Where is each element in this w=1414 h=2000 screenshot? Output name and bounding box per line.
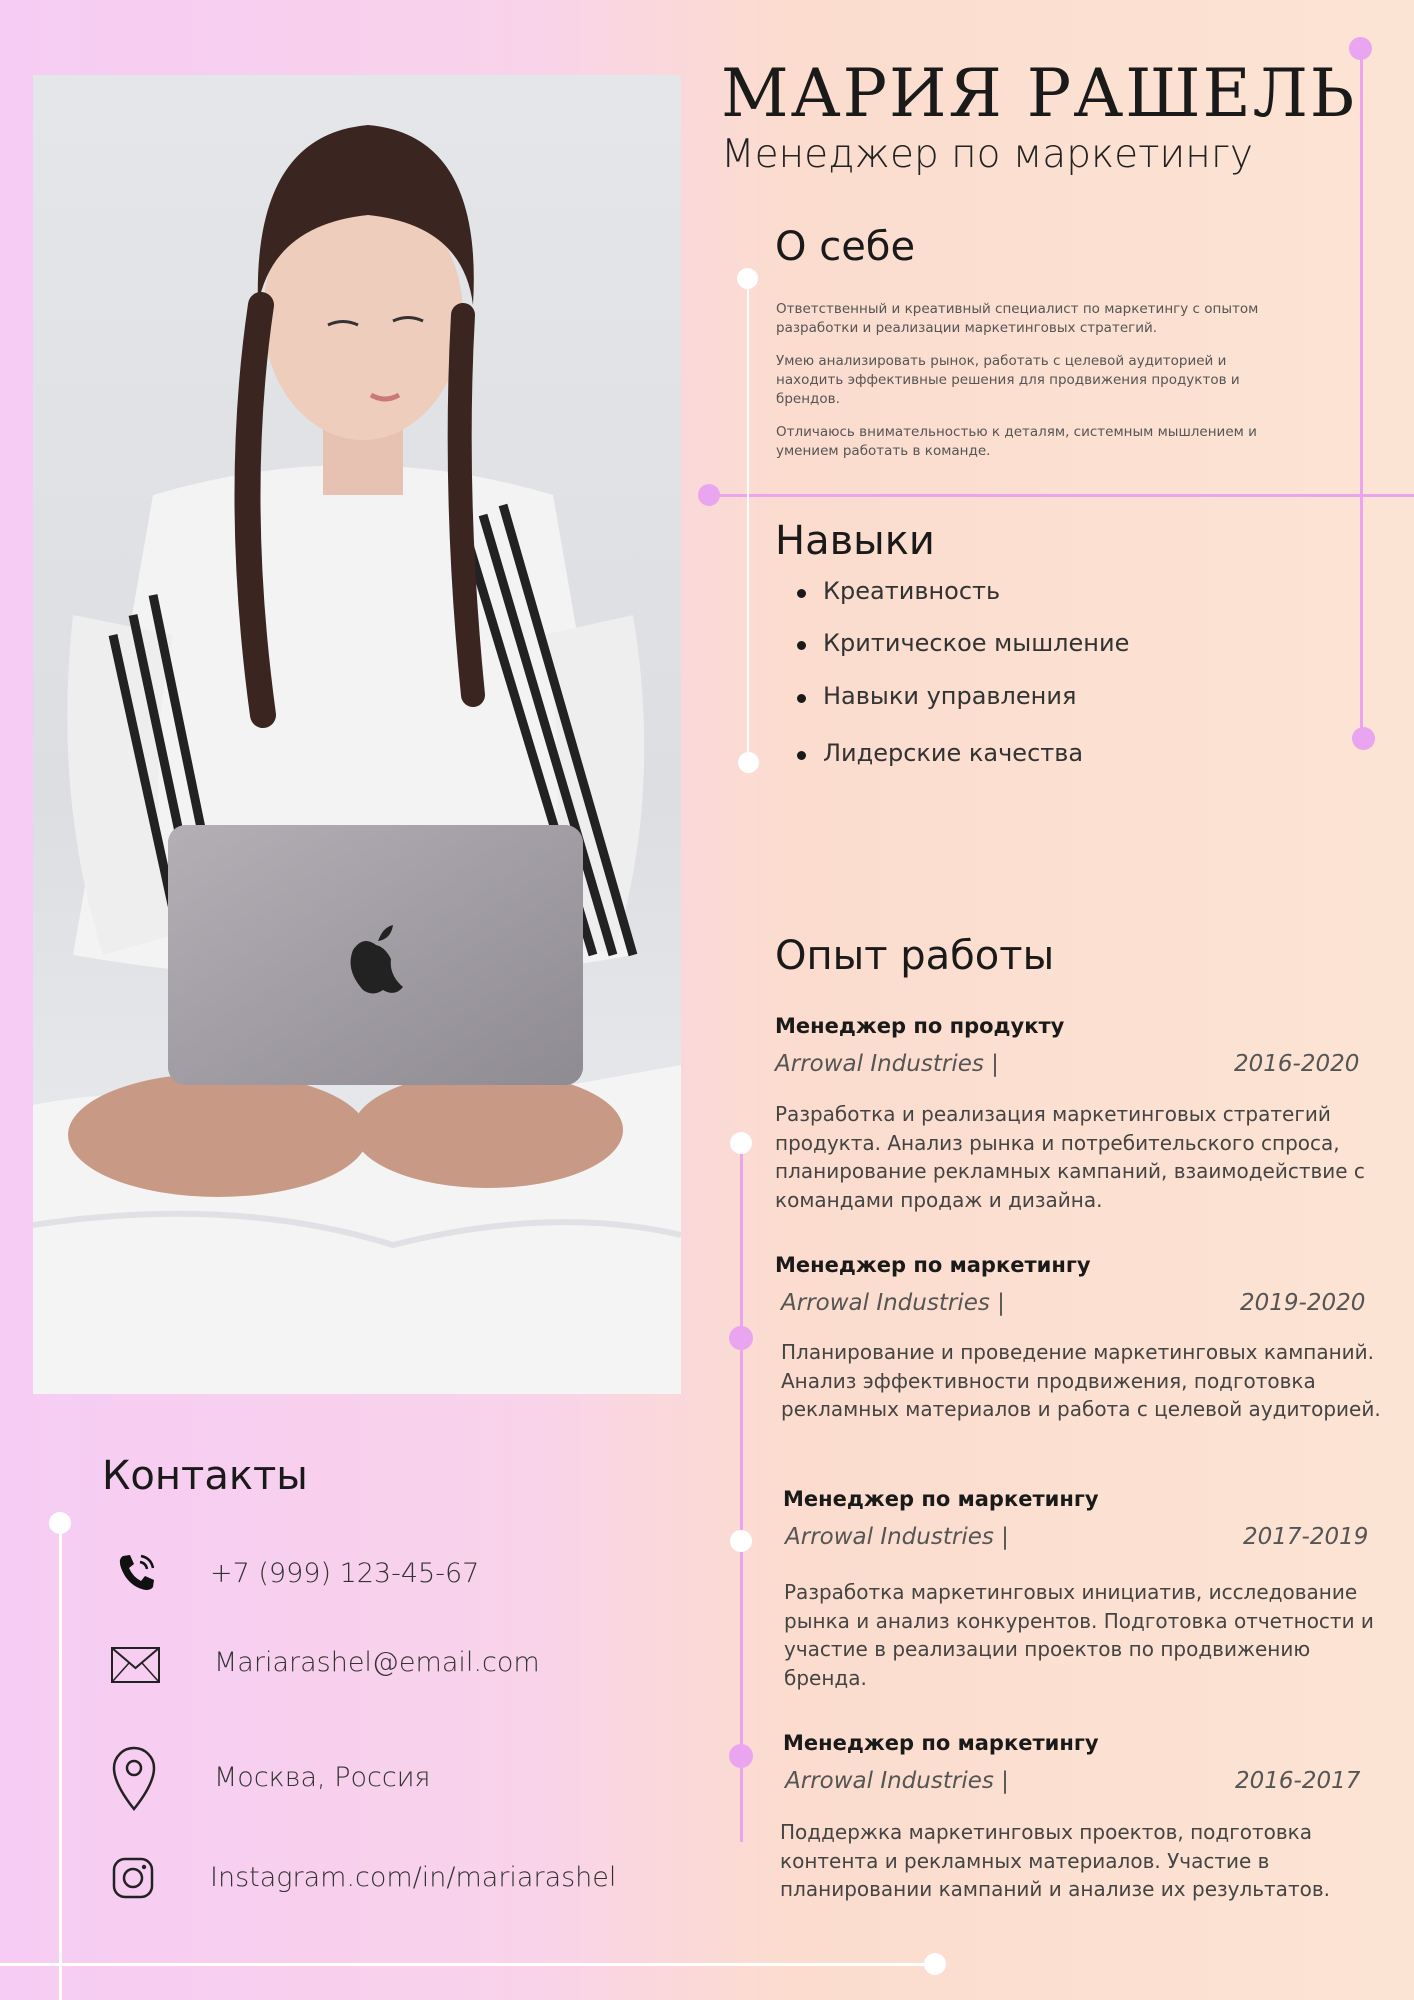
contact-instagram[interactable]: Instagram.com/in/mariarashel (210, 1862, 617, 1893)
woman-with-laptop-illustration (33, 75, 681, 1394)
section-title-contacts: Контакты (102, 1453, 308, 1499)
decor-dot (729, 1744, 753, 1768)
skill-item: Креативность (797, 577, 1000, 605)
decor-line-about-vertical (747, 278, 749, 762)
decor-dot (738, 752, 759, 773)
job-company: Arrowal Industries | (785, 1524, 1009, 1550)
section-title-experience: Опыт работы (775, 933, 1055, 979)
decor-dot (730, 1132, 752, 1154)
decor-dot (729, 1326, 753, 1350)
decor-line-horizontal (710, 494, 1414, 497)
job-title: Менеджер по маркетингу (775, 1253, 1091, 1277)
decor-dot (737, 268, 758, 289)
instagram-icon (111, 1856, 155, 1904)
job-title: Менеджер по маркетингу (783, 1487, 1099, 1511)
decor-line-top-vertical (1360, 48, 1363, 738)
decor-dot (1352, 727, 1375, 750)
job-years: 2016-2020 (1234, 1051, 1360, 1077)
full-name: МАРИЯ РАШЕЛЬ (721, 55, 1357, 132)
decor-line-bottom-horizontal (0, 1963, 935, 1966)
skill-item: Критическое мышление (797, 629, 1129, 657)
about-paragraph: Умею анализировать рынок, работать с целевой аудиторией и находить эффективные решения для продвижения продуктов и брендов. (776, 353, 1240, 407)
contact-email[interactable]: Mariarashel@email.com (214, 1647, 540, 1678)
profile-photo (33, 75, 681, 1394)
phone-icon (115, 1550, 159, 1598)
location-pin-icon (110, 1746, 158, 1816)
job-title: Менеджер по маркетингу (783, 1731, 1099, 1755)
decor-line-contacts-vertical (59, 1522, 62, 2000)
decor-dot (730, 1530, 752, 1552)
contact-phone[interactable]: +7 (999) 123-45-67 (210, 1558, 480, 1589)
decor-dot (924, 1953, 946, 1975)
skill-item: Навыки управления (797, 682, 1076, 710)
section-title-skills: Навыки (775, 518, 935, 564)
about-paragraph: Ответственный и креативный специалист по маркетингу с опытом разработки и реализации маркетинговых стратегий. (776, 301, 1259, 336)
skill-item: Лидерские качества (797, 739, 1083, 767)
about-paragraph: Отличаюсь внимательностью к деталям, системным мышлением и умением работать в команде. (776, 424, 1257, 459)
job-description: Поддержка маркетинговых проектов, подготовка контента и рекламных материалов. Участие в планировании кампаний и анализе их результатов. (780, 1820, 1330, 1901)
section-title-about: О себе (775, 224, 916, 270)
job-company: Arrowal Industries | (775, 1051, 999, 1077)
job-company: Arrowal Industries | (785, 1768, 1009, 1794)
about-text (776, 300, 1296, 475)
job-years: 2019-2020 (1240, 1290, 1366, 1316)
job-title: Менеджер по продукту (775, 1014, 1065, 1038)
job-company: Arrowal Industries | (781, 1290, 1005, 1316)
decor-dot (698, 484, 720, 506)
decor-line-experience-vertical (740, 1142, 743, 1842)
job-role: Менеджер по маркетингу (721, 132, 1253, 177)
job-description: Планирование и проведение маркетинговых кампаний. Анализ эффективности продвижения, подготовка рекламных материалов и работа с целевой аудиторией. (781, 1340, 1381, 1421)
job-description: Разработка маркетинговых инициатив, исследование рынка и анализ конкурентов. Подготовка отчетности и участие в реализации проектов по продвижению бренда. (784, 1580, 1374, 1690)
job-description: Разработка и реализация маркетинговых стратегий продукта. Анализ рынка и потребительского спроса, планирование рекламных кампаний, взаимодействие с командами продаж и дизайна. (775, 1102, 1365, 1212)
email-icon (110, 1645, 162, 1689)
decor-dot (49, 1512, 71, 1534)
job-years: 2016-2017 (1235, 1768, 1361, 1794)
contact-location: Москва, Россия (214, 1762, 431, 1793)
job-years: 2017-2019 (1243, 1524, 1369, 1550)
